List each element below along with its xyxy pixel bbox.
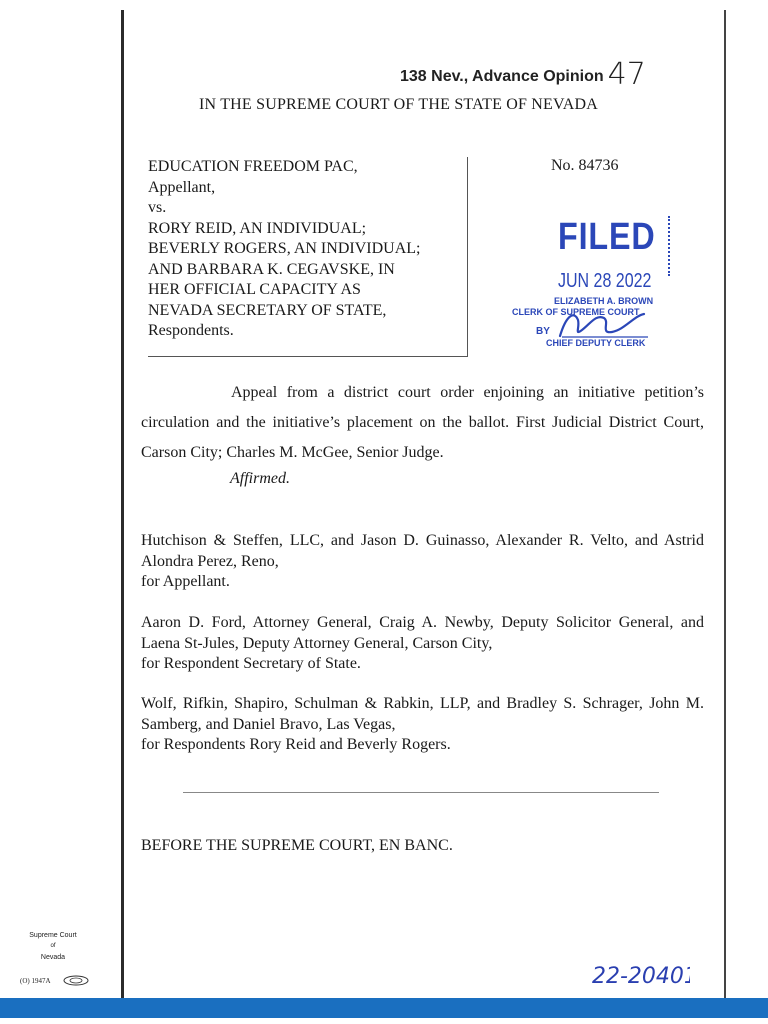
handwritten-number-drawing xyxy=(590,955,690,991)
case-caption xyxy=(148,157,458,342)
court-seal-label xyxy=(18,930,88,963)
section-separator xyxy=(183,792,659,793)
counsel-block xyxy=(141,694,704,756)
seal-emblem-icon xyxy=(62,975,90,986)
form-number: (O) 1947A xyxy=(20,977,51,985)
docket-number: No. 84736 xyxy=(551,157,619,174)
handwritten-number-text: 22-20401 xyxy=(592,964,690,989)
seal-line: of xyxy=(50,943,56,949)
seal-line: Nevada xyxy=(40,954,66,961)
caption-line: NEVADA SECRETARY OF STATE, xyxy=(148,301,387,319)
left-margin-rule xyxy=(121,10,124,1010)
stamp-by-label: BY xyxy=(536,326,550,337)
caption-line: Respondents. xyxy=(148,322,234,339)
opinion-number: 47 xyxy=(607,57,646,92)
counsel-for: for Appellant. xyxy=(141,573,230,590)
court-title: IN THE SUPREME COURT OF THE STATE OF NEVADA xyxy=(199,96,598,113)
counsel-block xyxy=(141,613,704,675)
caption-divider-horizontal xyxy=(148,356,468,357)
counsel-for: for Respondents Rory Reid and Beverly Rogers. xyxy=(141,736,451,753)
appeal-text: Appeal from a district court order enjoining an initiative petition’s circulation and the initiative’s placement on the ballot. First Judicial District Court, Carson City; Charles M. McGee, Senior Judge. xyxy=(141,384,704,461)
filed-stamp xyxy=(512,208,680,358)
stamp-deputy-title: CHIEF DEPUTY CLERK xyxy=(546,338,646,348)
caption-line: RORY REID, AN INDIVIDUAL; xyxy=(148,219,367,237)
advance-opinion-heading xyxy=(400,54,646,92)
counsel-names: Wolf, Rifkin, Shapiro, Schulman & Rabkin, LLP, and Bradley S. Schrager, John M. Samberg, and Daniel Bravo, Las Vegas, xyxy=(141,695,704,733)
clerk-signature xyxy=(552,306,652,342)
caption-line: BEVERLY ROGERS, AN INDIVIDUAL; xyxy=(148,240,421,257)
caption-line: EDUCATION FREEDOM PAC, xyxy=(148,158,358,175)
right-margin-rule xyxy=(724,10,726,1010)
handwritten-document-number xyxy=(590,955,690,996)
caption-line: Appellant, xyxy=(148,178,216,196)
counsel-names: Aaron D. Ford, Attorney General, Craig A. Newby, Deputy Solicitor General, and Laena St-Jules, Deputy Attorney General, Carson City, xyxy=(141,614,704,652)
caption-line: HER OFFICIAL CAPACITY AS xyxy=(148,281,361,298)
stamp-filed-text: FILED xyxy=(558,216,656,258)
counsel-block xyxy=(141,531,704,593)
seal-line: Supreme Court xyxy=(29,932,77,939)
counsel-names: Hutchison & Steffen, LLC, and Jason D. Guinasso, Alexander R. Velto, and Astrid Alondra Perez, Reno, xyxy=(141,532,704,570)
disposition: Affirmed. xyxy=(230,470,290,487)
caption-divider-vertical xyxy=(467,157,468,357)
stamp-date: JUN 28 2022 xyxy=(558,270,652,292)
bench-statement: BEFORE THE SUPREME COURT, EN BANC. xyxy=(141,837,453,854)
bottom-color-bar xyxy=(0,998,768,1018)
appeal-paragraph xyxy=(141,378,704,468)
caption-line: vs. xyxy=(148,199,167,216)
stamp-clerk-name: ELIZABETH A. BROWN xyxy=(554,296,654,306)
stamp-tick-marks xyxy=(660,216,670,276)
counsel-for: for Respondent Secretary of State. xyxy=(141,655,361,672)
stamp-clerk-title: CLERK OF SUPREME COURT xyxy=(512,307,640,317)
caption-line: AND BARBARA K. CEGAVSKE, IN xyxy=(148,260,395,278)
advance-opinion-label: 138 Nev., Advance Opinion xyxy=(400,68,604,85)
